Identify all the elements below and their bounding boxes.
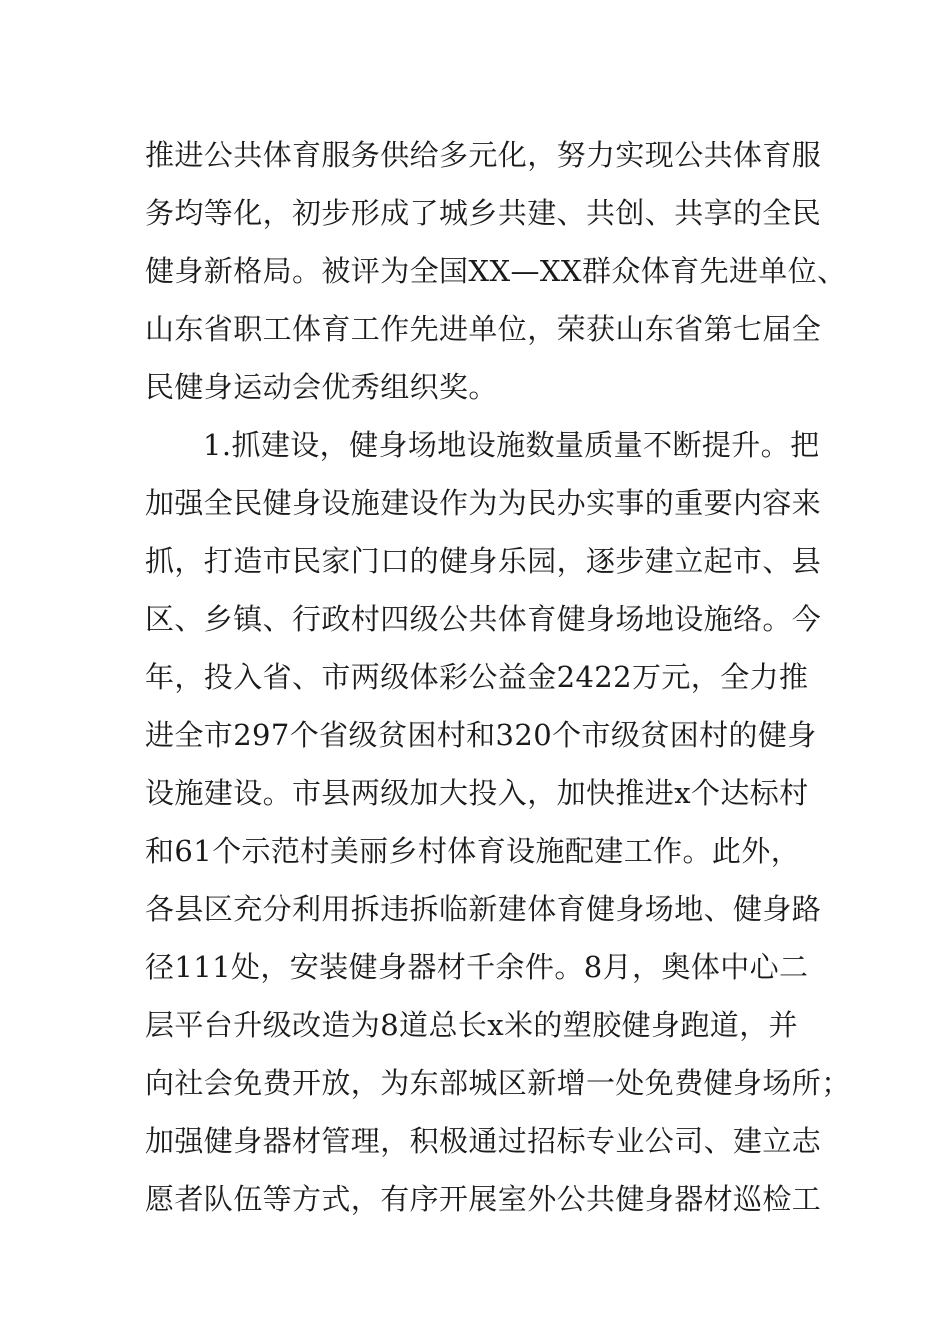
text-line: 抓，打造市民家门口的健身乐园，逐步建立起市、县: [145, 544, 822, 578]
text-line: 山东省职工体育工作先进单位，荣获山东省第七届全: [145, 312, 822, 346]
text-line: 和61个示范村美丽乡村体育设施配建工作。此外，: [145, 834, 801, 868]
text-line: 加强健身器材管理，积极通过招标专业公司、建立志: [145, 1124, 822, 1158]
text-line: 各县区充分利用拆违拆临新建体育健身场地、健身路: [145, 892, 822, 926]
text-line: 设施建设。市县两级加大投入，加快推进x个达标村: [145, 776, 809, 810]
text-line: 健身新格局。被评为全国XX—XX群众体育先进单位、: [145, 254, 847, 288]
text-line: 务均等化，初步形成了城乡共建、共创、共享的全民: [145, 196, 822, 230]
text-line: 区、乡镇、行政村四级公共体育健身场地设施络。今: [145, 602, 822, 636]
text-line: 1.抓建设，健身场地设施数量质量不断提升。把: [203, 428, 820, 462]
text-line: 进全市297个省级贫困村和320个市级贫困村的健身: [145, 718, 817, 752]
text-line: 加强全民健身设施建设作为为民办实事的重要内容来: [145, 486, 822, 520]
text-line: 推进公共体育服务供给多元化，努力实现公共体育服: [145, 138, 822, 172]
text-line: 层平台升级改造为8道总长x米的塑胶健身跑道，并: [145, 1008, 799, 1042]
text-line: 向社会免费开放，为东部城区新增一处免费健身场所；: [145, 1066, 851, 1100]
text-line: 径111处，安装健身器材千余件。8月，奥体中心二: [145, 950, 809, 984]
text-line: 年，投入省、市两级体彩公益金2422万元，全力推: [145, 660, 809, 694]
text-line: 愿者队伍等方式，有序开展室外公共健身器材巡检工: [145, 1182, 822, 1216]
text-line: 民健身运动会优秀组织奖。: [145, 370, 498, 404]
